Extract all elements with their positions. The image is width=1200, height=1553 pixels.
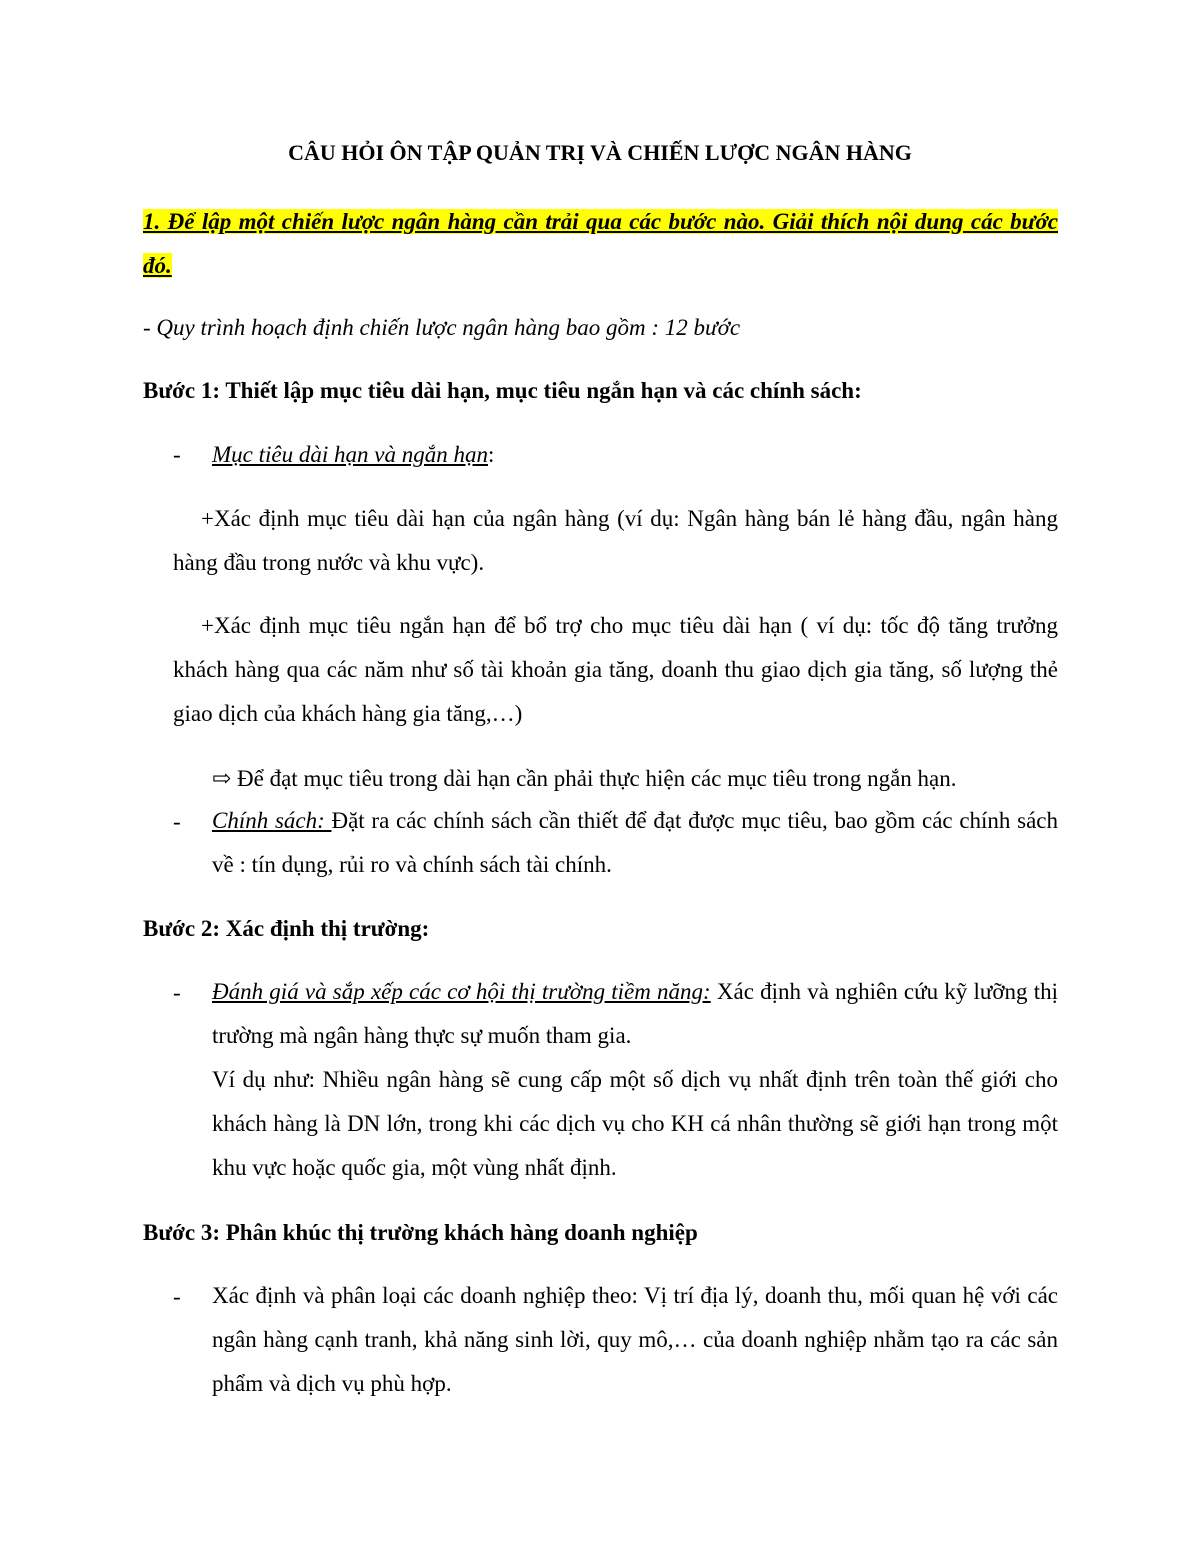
step1-bullet1-colon: : — [487, 442, 495, 467]
step1-conclusion-text: Để đạt mục tiêu trong dài hạn cần phải thực hiện các mục tiêu trong ngắn hạn. — [237, 766, 957, 791]
step2-bullet1-label: Đánh giá và sắp xếp các cơ hội thị trường tiềm năng: — [212, 979, 711, 1004]
bullet-marker: - — [173, 442, 181, 467]
step3-bullet1: Xác định và phân loại các doanh nghiệp theo: Vị trí địa lý, doanh thu, mối quan hệ với các ngân hàng cạnh tranh, khả năng sinh lời, quy mô,… của doanh nghiệp nhằm tạo ra các sản phẩm và dịch vụ phù hợp. — [212, 1283, 1058, 1396]
step2-example: Ví dụ như: Nhiều ngân hàng sẽ cung cấp một số dịch vụ nhất định trên toàn thế giới cho khách hàng là DN lớn, trong khi các dịch vụ cho KH cá nhân thường sẽ giới hạn trong một khu vực hoặc quốc gia, một vùng nhất định. — [212, 1067, 1058, 1180]
step1-paragraph2: +Xác định mục tiêu ngắn hạn để bổ trợ cho mục tiêu dài hạn ( ví dụ: tốc độ tăng trưởng khách hàng qua các năm như số tài khoản gia tăng, doanh thu giao dịch gia tăng, số lượng thẻ giao dịch của khách hàng gia tăng,…) — [173, 613, 1058, 726]
step2-bullet1 — [212, 970, 1058, 1058]
step1-bullet1-label: Mục tiêu dài hạn và ngắn hạn — [212, 442, 488, 467]
step3-heading: Bước 3: Phân khúc thị trường khách hàng doanh nghiệp — [143, 1220, 698, 1245]
bullet-marker: - — [173, 1284, 181, 1309]
question-text: 1. Để lập một chiến lược ngân hàng cần trải qua các bước nào. Giải thích nội dung các bước đó. — [143, 209, 1058, 278]
step1-heading: Bước 1: Thiết lập mục tiêu dài hạn, mục tiêu ngắn hạn và các chính sách: — [143, 378, 862, 403]
step1-conclusion — [212, 766, 957, 792]
step2-heading: Bước 2: Xác định thị trường: — [143, 916, 430, 941]
document-title: CÂU HỎI ÔN TẬP QUẢN TRỊ VÀ CHIẾN LƯỢC NGÂN HÀNG — [288, 140, 912, 165]
arrow-right-icon: ⇨ — [212, 766, 232, 791]
bullet-marker: - — [173, 980, 181, 1005]
step1-bullet1 — [212, 442, 494, 468]
step1-bullet2 — [212, 799, 1058, 887]
bullet-marker: - — [173, 809, 181, 834]
step1-bullet2-label: Chính sách: — [212, 808, 332, 833]
question-heading — [143, 200, 1058, 288]
step1-bullet2-text: Đặt ra các chính sách cần thiết để đạt được mục tiêu, bao gồm các chính sách về : tín dụng, rủi ro và chính sách tài chính. — [212, 808, 1058, 877]
step2-bullet1-text: Xác định và nghiên cứu kỹ lưỡng thị trường mà ngân hàng thực sự muốn tham gia. — [212, 979, 1058, 1048]
intro-line: - Quy trình hoạch định chiến lược ngân hàng bao gồm : 12 bước — [143, 315, 741, 340]
step1-paragraph1: +Xác định mục tiêu dài hạn của ngân hàng (ví dụ: Ngân hàng bán lẻ hàng đầu, ngân hàng hàng đầu trong nước và khu vực). — [173, 506, 1058, 575]
